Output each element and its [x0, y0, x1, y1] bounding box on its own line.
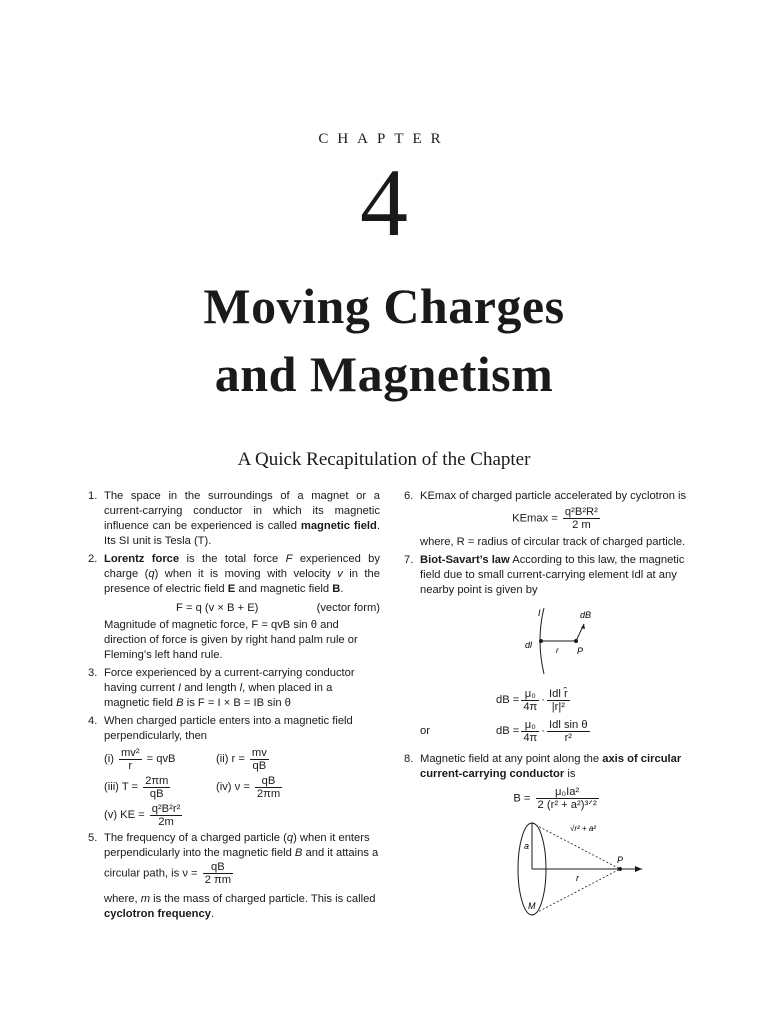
point-7 [404, 553, 694, 744]
term-magnetic-field: magnetic field [300, 520, 377, 532]
numerator: 2πm [145, 775, 169, 787]
title-line-1: Moving Charges [203, 278, 565, 334]
denominator: 2πm [256, 788, 281, 800]
formula-row-2 [104, 775, 380, 800]
denominator: |r|² [551, 701, 565, 713]
fraction [563, 506, 600, 531]
denominator: qB [252, 760, 267, 772]
point-5 [88, 831, 380, 922]
denominator: 2m [158, 816, 174, 828]
point-tail: . Its SI unit is Tesla (T). [104, 520, 380, 547]
point-p-dot [618, 867, 622, 871]
biot-savart-diagram [492, 604, 692, 678]
symbol-l: l [239, 682, 243, 694]
point-5-where [104, 892, 380, 922]
or-label: or [420, 725, 430, 737]
fraction [536, 786, 599, 811]
formula-label: (iii) T = [104, 781, 139, 793]
denominator: 4π [523, 732, 538, 744]
symbol-B: B [176, 697, 184, 709]
lorentz-formula-note: (vector form) [316, 602, 380, 614]
text-run: and magnetic field [235, 583, 333, 595]
point-3 [88, 666, 380, 711]
denominator: 4π [523, 701, 538, 713]
numerator: μ₀Ia² [536, 786, 599, 799]
symbol-E: E [227, 583, 236, 595]
text-run: is the total force [179, 553, 286, 565]
point-number: 6. [404, 490, 414, 502]
text-run: is the mass of charged particle. This is called [150, 893, 376, 905]
dot-operator: · [541, 725, 546, 737]
symbol-B: B [294, 847, 303, 859]
fraction [521, 688, 539, 713]
formula-iii [104, 775, 216, 800]
formula-lhs: dB = [496, 694, 520, 706]
point-number: 5. [88, 832, 98, 844]
symbol-I: I [178, 682, 182, 694]
numerator: mv² [120, 747, 140, 759]
formula-label: (ii) r = [216, 753, 245, 765]
label-P: P [577, 646, 584, 656]
text-run: Force experienced by a current-carrying conductor having current [104, 667, 355, 694]
label-r: r [556, 646, 559, 655]
dot-operator: · [541, 694, 546, 706]
denominator: 2 πm [204, 874, 232, 886]
denominator: 2 m [572, 519, 591, 531]
numerator: μ₀ [521, 719, 539, 732]
text-run: is [564, 768, 576, 780]
point-number: 1. [88, 490, 98, 502]
point-text: The space in the surroundings of a magnet or a current-carrying conductor in which its magnetic influence can be experienced is called [104, 490, 380, 532]
point-number: 4. [88, 715, 98, 727]
numerator: Idl r̂ [549, 688, 568, 700]
symbol-B: B [332, 583, 341, 595]
biot-savart-vector-formula [420, 688, 694, 713]
denominator: r [128, 760, 133, 772]
formula-lhs: dB = [496, 725, 520, 737]
text-run: and length [181, 682, 240, 694]
text-run: in the presence of electric field [104, 568, 380, 595]
denominator: r² [564, 732, 573, 744]
point-1 [88, 489, 380, 549]
label-a: a [524, 841, 530, 851]
text-run: is [183, 697, 198, 709]
term-biot-savart-law: Biot-Savart’s law [420, 554, 510, 566]
formula-rhs: = qvB [146, 753, 176, 765]
biot-savart-scalar-formula [420, 719, 694, 744]
label-P: P [617, 855, 624, 865]
fraction [547, 688, 570, 713]
fraction [521, 719, 539, 744]
lorentz-formula-row [104, 601, 380, 616]
formula-lhs: KEmax = [512, 512, 558, 525]
axis-arrowhead [635, 866, 642, 872]
text-run: ) when it is moving with velocity [154, 568, 338, 580]
formula-iv [216, 775, 284, 800]
text-run: . [210, 908, 215, 920]
text-run: The frequency of a charged particle ( [104, 832, 287, 844]
lorentz-formula: F = q (v × B + E) [176, 602, 259, 614]
label-r: r [576, 873, 579, 883]
cyclotron-frequency-fraction [203, 861, 233, 886]
formula-row-3 [104, 803, 380, 828]
chapter-title [0, 272, 768, 408]
numerator: Idl sin θ [549, 719, 588, 731]
text-run: . [340, 583, 344, 595]
symbol-q: q [286, 832, 294, 844]
label-dl: dl [525, 640, 533, 650]
term-cyclotron-frequency: cyclotron frequency [104, 908, 211, 920]
point-number: 3. [88, 667, 98, 679]
point-4 [88, 714, 380, 828]
conductor-force-formula: F = I × B = IB sin θ [197, 697, 291, 709]
chapter-label: CHAPTER [318, 131, 450, 147]
formula-label: (i) [104, 753, 114, 765]
label-sqrt: √r² + a² [570, 824, 596, 833]
fraction [119, 747, 142, 772]
fraction [150, 803, 183, 828]
axial-field-formula [420, 786, 694, 811]
text-run: where, [104, 893, 141, 905]
point-8 [404, 752, 694, 917]
numerator: μ₀ [521, 688, 539, 701]
left-column [88, 489, 380, 925]
text-run: and it attains a circular path, is ν = [104, 847, 379, 880]
fraction [143, 775, 170, 800]
numerator: qB [255, 775, 282, 788]
symbol-F: F [285, 553, 293, 565]
label-dB: dB [580, 610, 592, 620]
symbol-m: m [140, 893, 151, 905]
point-number: 2. [88, 553, 98, 565]
text-run: According to this law, the magnetic field due to small current-carrying element Idl at any nearby point is given by [420, 554, 685, 596]
chapter-number: 4 [360, 149, 408, 256]
text-run: Magnetic field at any point along the [420, 753, 603, 765]
text-run: , when placed in a magnetic field [104, 682, 333, 709]
numerator: q²B²r² [151, 803, 181, 815]
formula-label: (iv) ν = [216, 781, 250, 793]
current-element-dot [539, 639, 543, 643]
numerator: q²B²R² [564, 506, 598, 518]
point-4-text: When charged particle enters into a magnetic field perpendicularly, then [104, 715, 353, 742]
term-lorentz-force: Lorentz force [104, 553, 180, 565]
point-2 [88, 552, 380, 663]
formula-lhs: B = [513, 792, 531, 805]
point-6 [404, 489, 694, 550]
numerator: qB [203, 861, 233, 874]
numerator: mv [251, 747, 267, 759]
fraction [250, 747, 269, 772]
fraction [547, 719, 590, 744]
title-line-2: and Magnetism [214, 346, 554, 402]
formula-v [104, 803, 184, 828]
label-I: I [538, 608, 541, 618]
point-6-text: KEmax of charged particle accelerated by cyclotron is [420, 490, 687, 502]
symbol-q: q [148, 568, 155, 580]
point-2-magnitude: Magnitude of magnetic force, F = qvB sin θ and direction of force is given by right hand palm rule or Fleming’s left hand rule. [104, 619, 358, 661]
formula-ii [216, 747, 271, 772]
point-6-where: where, R = radius of circular track of charged particle. [420, 536, 686, 548]
circular-loop-diagram [420, 819, 660, 917]
formula-row-1 [104, 747, 380, 772]
text-run: experienced by charge ( [104, 553, 380, 580]
text-run: ) when it enters perpendicularly into the magnetic field [104, 832, 370, 859]
formula-label: (v) KE = [104, 809, 145, 821]
fraction [255, 775, 282, 800]
term-axis-circular-conductor: axis of circular current-carrying conductor [420, 753, 682, 780]
label-M: M [528, 901, 536, 911]
symbol-v: v [337, 568, 343, 580]
point-2-body [88, 552, 380, 597]
denominator: 2 (r² + a²)³ᐟ² [537, 799, 597, 811]
formula-i [104, 747, 216, 772]
right-column [404, 489, 694, 920]
point-number: 8. [404, 753, 414, 765]
point-number: 7. [404, 554, 414, 566]
denominator: qB [149, 788, 164, 800]
kemax-formula [420, 506, 694, 531]
subtitle: A Quick Recapitulation of the Chapter [237, 449, 531, 470]
